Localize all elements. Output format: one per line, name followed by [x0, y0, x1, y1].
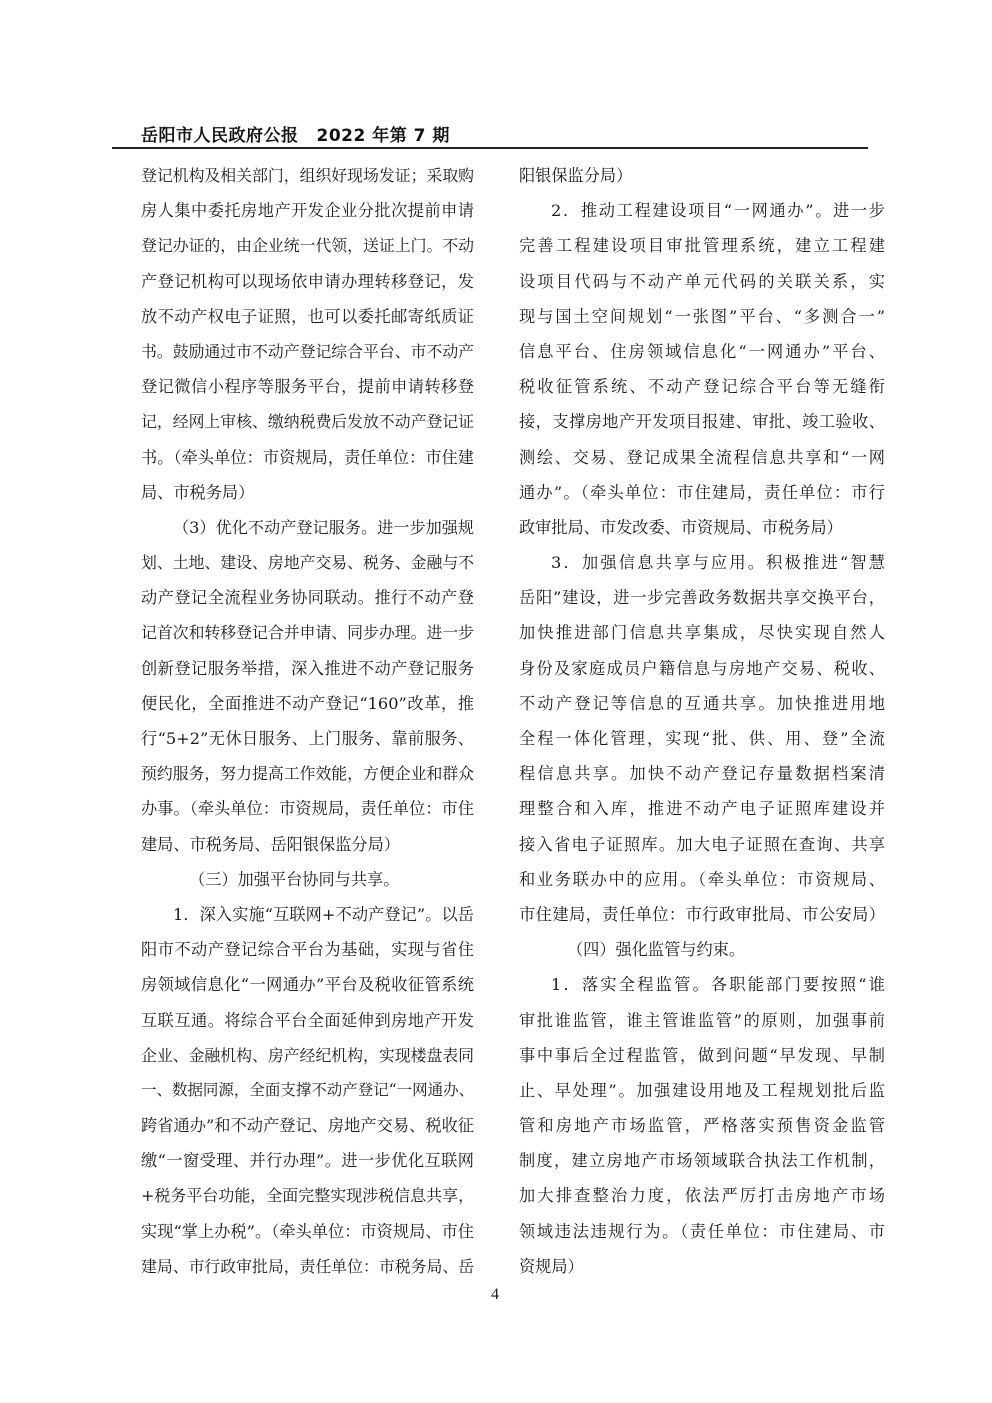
- text-line: 事中事后全过程监管，做到问题“早发现、早制: [519, 1045, 885, 1065]
- text-line: 记首次和转移登记合并申请、同步办理。进一步: [141, 623, 475, 643]
- text-line: 创新登记服务举措，深入推进不动产登记服务: [141, 658, 474, 678]
- text-line: 划、土地、建设、房地产交易、税务、金融与不: [141, 553, 475, 573]
- page-header: [141, 121, 450, 146]
- text-line: 房领域信息化“一网通办”平台及税收征管系统: [141, 975, 474, 995]
- publication-title: 岳阳市人民政府公报: [141, 126, 299, 146]
- text-line: 阳银保监分局）: [519, 166, 633, 185]
- header-rule: [112, 147, 868, 149]
- issue-number: 2022 年第 7 期: [316, 126, 450, 146]
- left-column: [141, 158, 474, 1284]
- text-line: 止、早处理”。加强建设用地及工程规划批后监: [519, 1080, 885, 1100]
- text-line: 局、市税务局）: [141, 482, 255, 502]
- text-line: 动产登记全流程业务协同联动。推行不动产登: [141, 588, 474, 608]
- text-line: 一、数据同源，全面支撑不动产登记“一网通办、: [141, 1080, 475, 1099]
- text-line: 完善工程建设项目审批管理系统，建立工程建: [519, 236, 885, 256]
- text-line: 2．推动工程建设项目“一网通办”。进一步: [551, 201, 885, 221]
- text-line: 产登记机构可以现场依申请办理转移登记，发: [141, 271, 474, 291]
- text-line: 测绘、交易、登记成果全流程信息共享和“一网: [519, 447, 885, 467]
- text-line: 房人集中委托房地产开发企业分批次提前申请: [141, 201, 474, 221]
- text-line: 办事。（牵头单位：市资规局，责任单位：市住: [141, 799, 474, 819]
- text-line: 书。（牵头单位：市资规局，责任单位：市住建: [141, 447, 474, 467]
- text-line: 登记办证的，由企业统一代领，送证上门。不动: [141, 236, 475, 256]
- text-line: 理整合和入库，推进不动产电子证照库建设并: [519, 799, 885, 819]
- text-line: 企业、金融机构、房产经纪机构，实现楼盘表同: [141, 1045, 475, 1065]
- text-line: 接入省电子证照库。加大电子证照在查询、共享: [519, 834, 885, 854]
- text-line: 缴“一窗受理、并行办理”。进一步优化互联网: [141, 1151, 474, 1171]
- text-line: （四）强化监管与约束。: [567, 940, 746, 960]
- text-line: 阳市不动产登记综合平台为基础，实现与省住: [141, 940, 474, 960]
- text-line: 加大排查整治力度，依法严厉打击房地产市场: [519, 1186, 885, 1206]
- text-line: 记，经网上审核、缴纳税费后发放不动产登记证: [141, 412, 475, 432]
- text-line: 1．落实全程监管。各职能部门要按照“谁: [551, 975, 885, 995]
- text-line: 身份及家庭成员户籍信息与房地产交易、税收、: [519, 658, 885, 678]
- text-line: 管和房地产市场监管，严格落实预售资金监管: [519, 1116, 885, 1136]
- text-line: 制度，建立房地产市场领域联合执法工作机制，: [519, 1151, 885, 1171]
- text-line: 接，支撑房地产开发项目报建、审批、竣工验收、: [519, 412, 885, 432]
- text-line: 设项目代码与不动产单元代码的关联关系，实: [519, 271, 885, 291]
- text-line: +税务平台功能，全面完整实现涉税信息共享，: [141, 1186, 475, 1206]
- text-line: 政审批局、市发改委、市资规局、市税务局）: [519, 517, 843, 537]
- text-line: 3．加强信息共享与应用。积极推进“智慧: [551, 553, 885, 573]
- right-column: [519, 158, 885, 1284]
- text-line: 加快推进部门信息共享集成，尽快实现自然人: [519, 623, 885, 643]
- text-line: （三）加强平台协同与共享。: [189, 869, 400, 889]
- text-line: 程信息共享。加快不动产登记存量数据档案清: [519, 764, 885, 784]
- text-line: 便民化，全面推进不动产登记“160”改革，推: [141, 693, 474, 713]
- text-line: 资规局）: [519, 1256, 584, 1276]
- text-line: 全程一体化管理，实现“批、供、用、登”全流: [519, 729, 885, 748]
- page-number: 4: [491, 1286, 499, 1303]
- text-line: 市住建局，责任单位：市行政审批局、市公安局）: [519, 904, 885, 924]
- text-line: 岳阳”建设，进一步完善政务数据共享交换平台，: [519, 588, 885, 608]
- text-line: 预约服务，努力提高工作效能，方便企业和群众: [141, 764, 475, 784]
- text-line: 建局、市税务局、岳阳银保监分局）: [141, 834, 400, 854]
- text-line: 书。鼓励通过市不动产登记综合平台、市不动产: [141, 341, 475, 361]
- text-line: 建局、市行政审批局，责任单位：市税务局、岳: [141, 1256, 475, 1276]
- text-line: 现与国土空间规划“一张图”平台、“多测合一”: [519, 306, 885, 326]
- text-line: 领域违法违规行为。（责任单位：市住建局、市: [519, 1221, 885, 1241]
- text-line: 登记机构及相关部门，组织好现场发证；采取购: [141, 166, 475, 185]
- text-line: 不动产登记等信息的互通共享。加快推进用地: [519, 693, 885, 713]
- text-line: 互联互通。将综合平台全面延伸到房地产开发: [141, 1010, 474, 1030]
- text-line: 行“5+2”无休日服务、上门服务、靠前服务、: [141, 729, 474, 748]
- text-line: 信息平台、住房领域信息化“一网通办”平台、: [519, 341, 885, 361]
- text-line: 通办”。（牵头单位：市住建局，责任单位：市行: [519, 482, 885, 502]
- text-line: 跨省通办”和不动产登记、房地产交易、税收征: [141, 1116, 474, 1136]
- text-line: 和业务联办中的应用。（牵头单位：市资规局、: [519, 869, 885, 889]
- text-line: 放不动产权电子证照，也可以委托邮寄纸质证: [141, 306, 474, 326]
- text-line: （3）优化不动产登记服务。进一步加强规: [173, 517, 475, 537]
- text-line: 登记微信小程序等服务平台，提前申请转移登: [141, 377, 474, 397]
- text-line: 税收征管系统、不动产登记综合平台等无缝衔: [519, 377, 885, 397]
- text-line: 1．深入实施“互联网+不动产登记”。以岳: [173, 904, 474, 924]
- text-line: 实现“掌上办税”。（牵头单位：市资规局、市住: [141, 1221, 474, 1241]
- text-line: 审批谁监管，谁主管谁监管”的原则，加强事前: [519, 1010, 885, 1030]
